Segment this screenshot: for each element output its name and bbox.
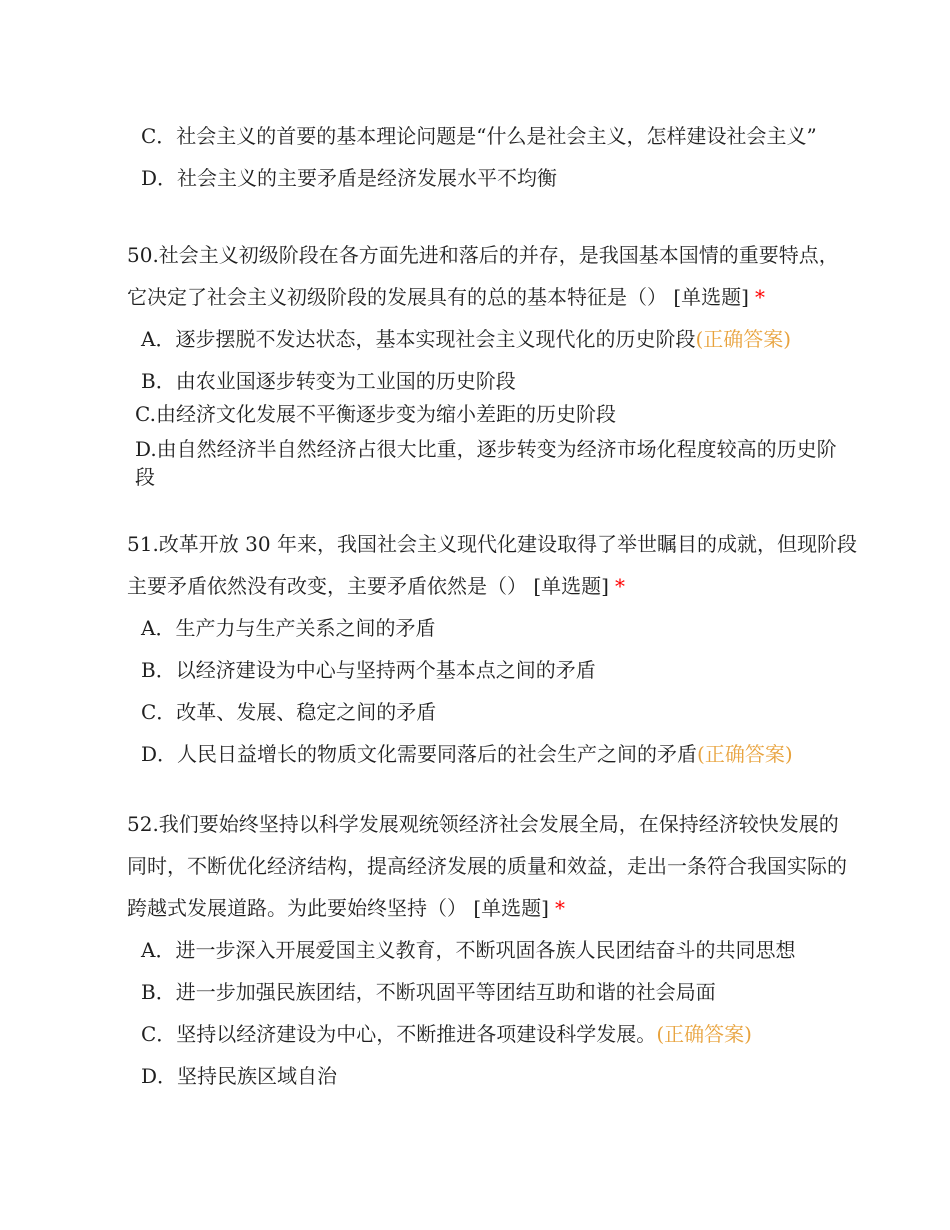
q50-option-a	[127, 318, 860, 360]
q49-option-c	[127, 115, 860, 157]
q52-option-b-text: B．进一步加强民族团结，不断巩固平等团结互助和谐的社会局面	[141, 980, 716, 1004]
q51-stem-line-1	[127, 523, 860, 565]
q51-option-b-text: B．以经济建设为中心与坚持两个基本点之间的矛盾	[141, 658, 596, 682]
q50-option-b-text: B．由农业国逐步转变为工业国的历史阶段	[141, 369, 516, 393]
q52-option-c	[127, 1013, 860, 1055]
q51-stem-line-1-text: 51.改革开放 30 年来，我国社会主义现代化建设取得了举世瞩目的成就，但现阶段	[127, 532, 857, 556]
q52-option-c-text: C．坚持以经济建设为中心，不断推进各项建设科学发展。	[141, 1022, 657, 1046]
q52-stem-line-1	[127, 803, 860, 845]
correct-answer-tag: (正确答案)	[695, 327, 792, 351]
q52-stem-line-3-text: 跨越式发展道路。为此要始终坚持（） [单选题]	[127, 896, 549, 920]
required-asterisk: *	[754, 285, 765, 309]
q51-stem-line-2-text: 主要矛盾依然没有改变，主要矛盾依然是（） [单选题]	[127, 574, 609, 598]
q52-stem-line-2-text: 同时，不断优化经济结构，提高经济发展的质量和效益，走出一条符合我国实际的	[127, 854, 847, 878]
q52-option-d-text: D．坚持民族区域自治	[141, 1064, 338, 1088]
q50-option-b	[127, 360, 860, 402]
correct-answer-tag: (正确答案)	[656, 1022, 752, 1046]
q50-stem-line-1	[127, 234, 860, 276]
required-asterisk: *	[614, 574, 625, 598]
q52-stem-line-3	[127, 887, 860, 929]
q49-option-d-text: D．社会主义的主要矛盾是经济发展水平不均衡	[141, 166, 558, 190]
q51-option-b	[127, 649, 860, 691]
q51-option-a-text: A．生产力与生产关系之间的矛盾	[141, 616, 436, 640]
required-asterisk: *	[554, 896, 565, 920]
q52-option-d	[127, 1055, 860, 1097]
q49-option-c-text: C．社会主义的首要的基本理论问题是“什么是社会主义，怎样建设社会主义”	[141, 124, 817, 148]
q52-stem-line-1-text: 52.我们要始终坚持以科学发展观统领经济社会发展全局，在保持经济较快发展的	[127, 812, 839, 836]
q52-stem-line-2	[127, 845, 860, 887]
q50-stem-line-1-text: 50.社会主义初级阶段在各方面先进和落后的并存，是我国基本国情的重要特点，	[127, 243, 839, 267]
q50-option-d-line-2: 段	[135, 465, 155, 489]
q49-option-d	[127, 157, 860, 199]
q51-option-d-text: D．人民日益增长的物质文化需要同落后的社会生产之间的矛盾	[141, 742, 698, 766]
q50-stem-line-2	[127, 276, 860, 318]
q52-option-b	[127, 971, 860, 1013]
q51-option-c-text: C．改革、发展、稳定之间的矛盾	[141, 700, 437, 724]
q51-option-c	[127, 691, 860, 733]
q50-stem-line-2-text: 它决定了社会主义初级阶段的发展具有的总的基本特征是（） [单选题]	[127, 285, 749, 309]
q52-option-a	[127, 929, 860, 971]
q50-option-c-text: C.由经济文化发展不平衡逐步变为缩小差距的历史阶段	[135, 402, 616, 426]
correct-answer-tag: (正确答案)	[697, 742, 793, 766]
q50-option-a-text: A．逐步摆脱不发达状态，基本实现社会主义现代化的历史阶段	[141, 327, 696, 351]
q51-option-a	[127, 607, 860, 649]
q50-option-d	[127, 435, 860, 491]
q50-option-c	[127, 400, 860, 428]
q51-stem-line-2	[127, 565, 860, 607]
q51-option-d	[127, 733, 860, 775]
q50-option-d-line-1: D.由自然经济半自然经济占很大比重，逐步转变为经济市场化程度较高的历史阶	[135, 437, 837, 461]
q52-option-a-text: A．进一步深入开展爱国主义教育，不断巩固各族人民团结奋斗的共同思想	[141, 938, 796, 962]
